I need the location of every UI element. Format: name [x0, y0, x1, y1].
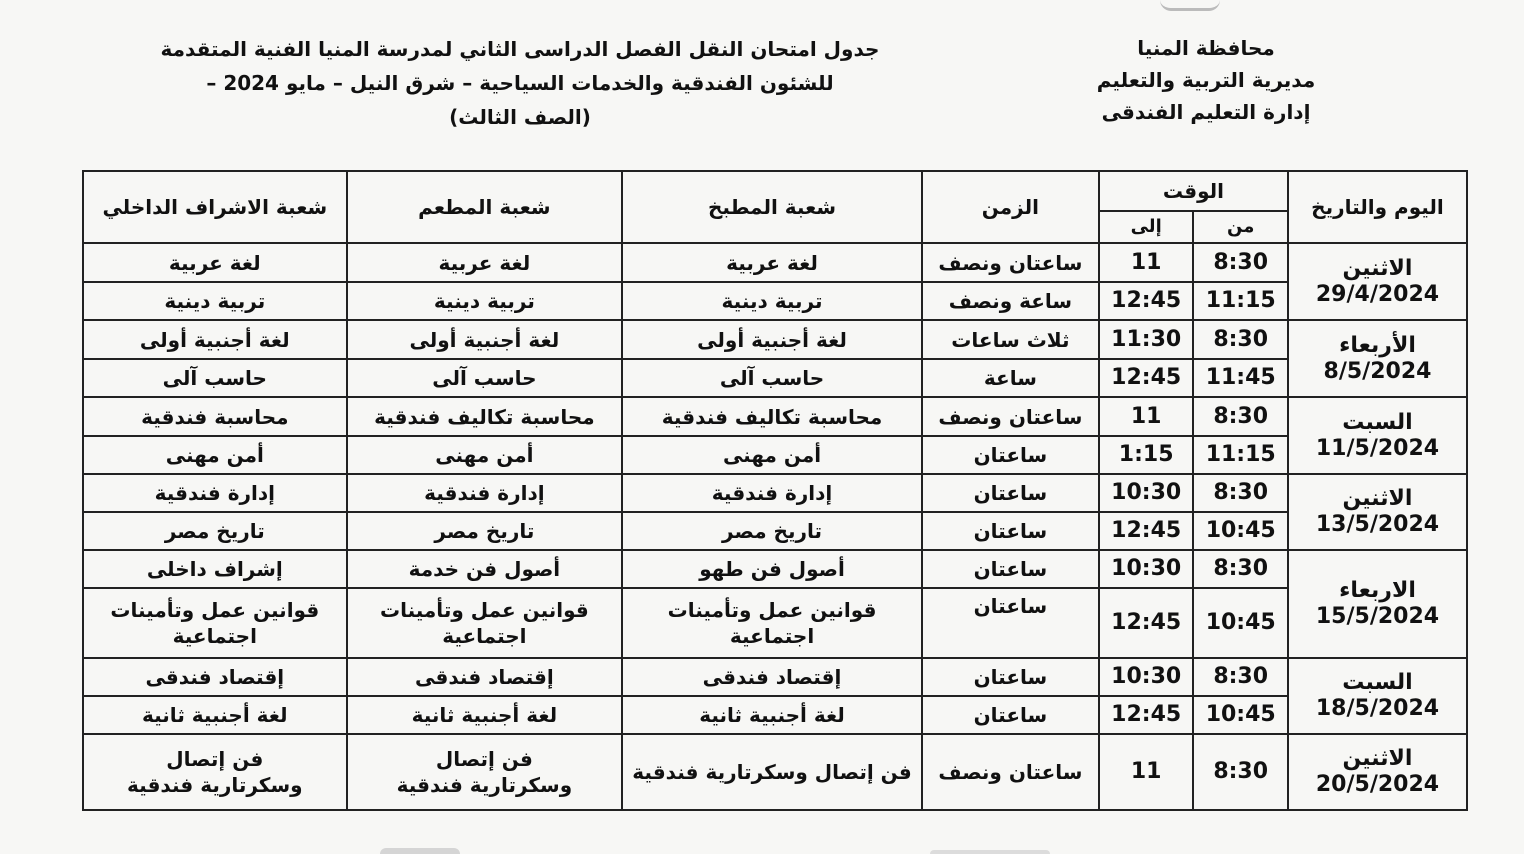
time-to: 12:45 [1099, 282, 1194, 320]
day-date-cell [1288, 320, 1467, 397]
exam-date: 13/5/2024 [1315, 512, 1440, 537]
kitchen-subject: إقتصاد فندقى [622, 658, 922, 696]
restaurant-subject: إدارة فندقية [347, 474, 623, 512]
time-from: 8:30 [1193, 658, 1288, 696]
day-name: الاثنين [1342, 746, 1413, 771]
time-from: 10:45 [1193, 512, 1288, 550]
kitchen-subject: لغة أجنبية أولى [622, 320, 922, 359]
restaurant-subject: تربية دينية [347, 282, 623, 320]
exam-date: 8/5/2024 [1323, 358, 1432, 384]
table-row [83, 696, 1467, 734]
header-to: إلى [1099, 211, 1194, 243]
time-to: 11:30 [1099, 320, 1194, 359]
duration: ساعتان [922, 696, 1099, 734]
time-to: 10:30 [1099, 658, 1194, 696]
time-to: 12:45 [1099, 359, 1194, 397]
day-name: السبت [1342, 670, 1413, 695]
table-row [83, 588, 1467, 658]
restaurant-subject: محاسبة تكاليف فندقية [347, 397, 623, 436]
time-from: 8:30 [1193, 397, 1288, 436]
kitchen-subject: تربية دينية [622, 282, 922, 320]
table-row [83, 359, 1467, 397]
exam-date: 29/4/2024 [1315, 281, 1440, 307]
duration: ساعتان ونصف [922, 397, 1099, 436]
table-row [83, 734, 1467, 810]
day-date-cell [1288, 734, 1467, 810]
kitchen-subject: لغة أجنبية ثانية [622, 696, 922, 734]
restaurant-subject: قوانين عمل وتأمينات اجتماعية [347, 588, 623, 658]
day-date-cell [1288, 658, 1467, 734]
supervision-subject: تاريخ مصر [83, 512, 347, 550]
time-from: 11:15 [1193, 282, 1288, 320]
time-from: 8:30 [1193, 474, 1288, 512]
time-to: 10:30 [1099, 474, 1194, 512]
table-row [83, 512, 1467, 550]
scan-mark-bottom-left [380, 848, 460, 854]
table-row [83, 282, 1467, 320]
table-row [83, 550, 1467, 588]
kitchen-subject: حاسب آلى [622, 359, 922, 397]
title-line-3: (الصف الثالث) [449, 105, 591, 129]
kitchen-subject: إدارة فندقية [622, 474, 922, 512]
header-supervision: شعبة الاشراف الداخلي [83, 171, 347, 243]
restaurant-subject: لغة عربية [347, 243, 623, 282]
kitchen-subject: قوانين عمل وتأمينات اجتماعية [622, 588, 922, 658]
header-kitchen: شعبة المطبخ [622, 171, 922, 243]
table-row [83, 243, 1467, 282]
table-row [83, 320, 1467, 359]
header-day-date: اليوم والتاريخ [1288, 171, 1467, 243]
directorate-name: مديرية التربية والتعليم [1096, 68, 1316, 92]
governorate-name: محافظة المنيا [1137, 36, 1275, 60]
duration: ساعتان ونصف [922, 734, 1099, 810]
time-to: 10:30 [1099, 550, 1194, 588]
day-name: السبت [1342, 409, 1413, 435]
supervision-subject: محاسبة فندقية [83, 397, 347, 436]
table-row [83, 474, 1467, 512]
time-to: 12:45 [1099, 696, 1194, 734]
time-from: 8:30 [1193, 550, 1288, 588]
scan-mark-top [1160, 0, 1220, 11]
exam-date: 18/5/2024 [1315, 696, 1440, 721]
restaurant-subject: لغة أجنبية ثانية [347, 696, 623, 734]
supervision-subject: إدارة فندقية [83, 474, 347, 512]
title-line-2: للشئون الفندقية والخدمات السياحية – شرق النيل – مايو 2024 – [206, 71, 834, 95]
time-from: 8:30 [1193, 734, 1288, 810]
supervision-subject: حاسب آلى [83, 359, 347, 397]
title-line-1: جدول امتحان النقل الفصل الدراسى الثاني لمدرسة المنيا الفنية المتقدمة [160, 37, 880, 61]
time-to: 11 [1099, 734, 1194, 810]
duration: ساعتان [922, 550, 1099, 588]
supervision-subject: تربية دينية [83, 282, 347, 320]
table-row [83, 436, 1467, 474]
kitchen-subject: محاسبة تكاليف فندقية [622, 397, 922, 436]
restaurant-subject: أصول فن خدمة [347, 550, 623, 588]
kitchen-subject: لغة عربية [622, 243, 922, 282]
kitchen-subject: أمن مهنى [622, 436, 922, 474]
day-date-cell [1288, 243, 1467, 320]
table-row [83, 397, 1467, 436]
document-title [150, 32, 890, 134]
day-name: الأربعاء [1339, 332, 1416, 358]
supervision-subject: لغة أجنبية أولى [83, 320, 347, 359]
restaurant-subject: فن إتصال وسكرتارية فندقية [347, 734, 623, 810]
exam-date: 15/5/2024 [1315, 604, 1440, 629]
day-date-cell [1288, 474, 1467, 550]
supervision-subject: إشراف داخلى [83, 550, 347, 588]
administration-name: إدارة التعليم الفندقى [1101, 100, 1311, 124]
kitchen-subject: أصول فن طهو [622, 550, 922, 588]
day-date-cell [1288, 397, 1467, 474]
time-from: 11:15 [1193, 436, 1288, 474]
duration: ساعة [922, 359, 1099, 397]
header-duration: الزمن [922, 171, 1099, 243]
exam-date: 20/5/2024 [1315, 772, 1440, 797]
supervision-subject: إقتصاد فندقى [83, 658, 347, 696]
supervision-subject: فن إتصال وسكرتارية فندقية [83, 734, 347, 810]
table-row [83, 658, 1467, 696]
duration: ساعتان [922, 588, 1099, 658]
time-from: 8:30 [1193, 320, 1288, 359]
duration: ثلاث ساعات [922, 320, 1099, 359]
time-to: 12:45 [1099, 588, 1194, 658]
restaurant-subject: لغة أجنبية أولى [347, 320, 623, 359]
exam-date: 11/5/2024 [1315, 435, 1440, 461]
duration: ساعتان [922, 658, 1099, 696]
time-to: 1:15 [1099, 436, 1194, 474]
time-from: 10:45 [1193, 696, 1288, 734]
day-name: الاربعاء [1339, 578, 1416, 603]
restaurant-subject: حاسب آلى [347, 359, 623, 397]
header-from: من [1193, 211, 1288, 243]
duration: ساعتان [922, 512, 1099, 550]
day-name: الاثنين [1342, 486, 1413, 511]
duration: ساعتان ونصف [922, 243, 1099, 282]
time-from: 10:45 [1193, 588, 1288, 658]
supervision-subject: لغة عربية [83, 243, 347, 282]
supervision-subject: أمن مهنى [83, 436, 347, 474]
restaurant-subject: إقتصاد فندقى [347, 658, 623, 696]
time-to: 11 [1099, 243, 1194, 282]
header-restaurant: شعبة المطعم [347, 171, 623, 243]
supervision-subject: قوانين عمل وتأمينات اجتماعية [83, 588, 347, 658]
issuer-header [1026, 32, 1386, 128]
restaurant-subject: أمن مهنى [347, 436, 623, 474]
day-date-cell [1288, 550, 1467, 658]
header-time: الوقت [1099, 171, 1288, 211]
supervision-subject: لغة أجنبية ثانية [83, 696, 347, 734]
time-from: 11:45 [1193, 359, 1288, 397]
duration: ساعة ونصف [922, 282, 1099, 320]
duration: ساعتان [922, 436, 1099, 474]
time-from: 8:30 [1193, 243, 1288, 282]
day-name: الاثنين [1342, 255, 1413, 281]
duration: ساعتان [922, 474, 1099, 512]
exam-schedule-table [82, 170, 1468, 811]
scan-mark-bottom-right [930, 850, 1050, 854]
time-to: 12:45 [1099, 512, 1194, 550]
restaurant-subject: تاريخ مصر [347, 512, 623, 550]
kitchen-subject: فن إتصال وسكرتارية فندقية [622, 734, 922, 810]
time-to: 11 [1099, 397, 1194, 436]
kitchen-subject: تاريخ مصر [622, 512, 922, 550]
